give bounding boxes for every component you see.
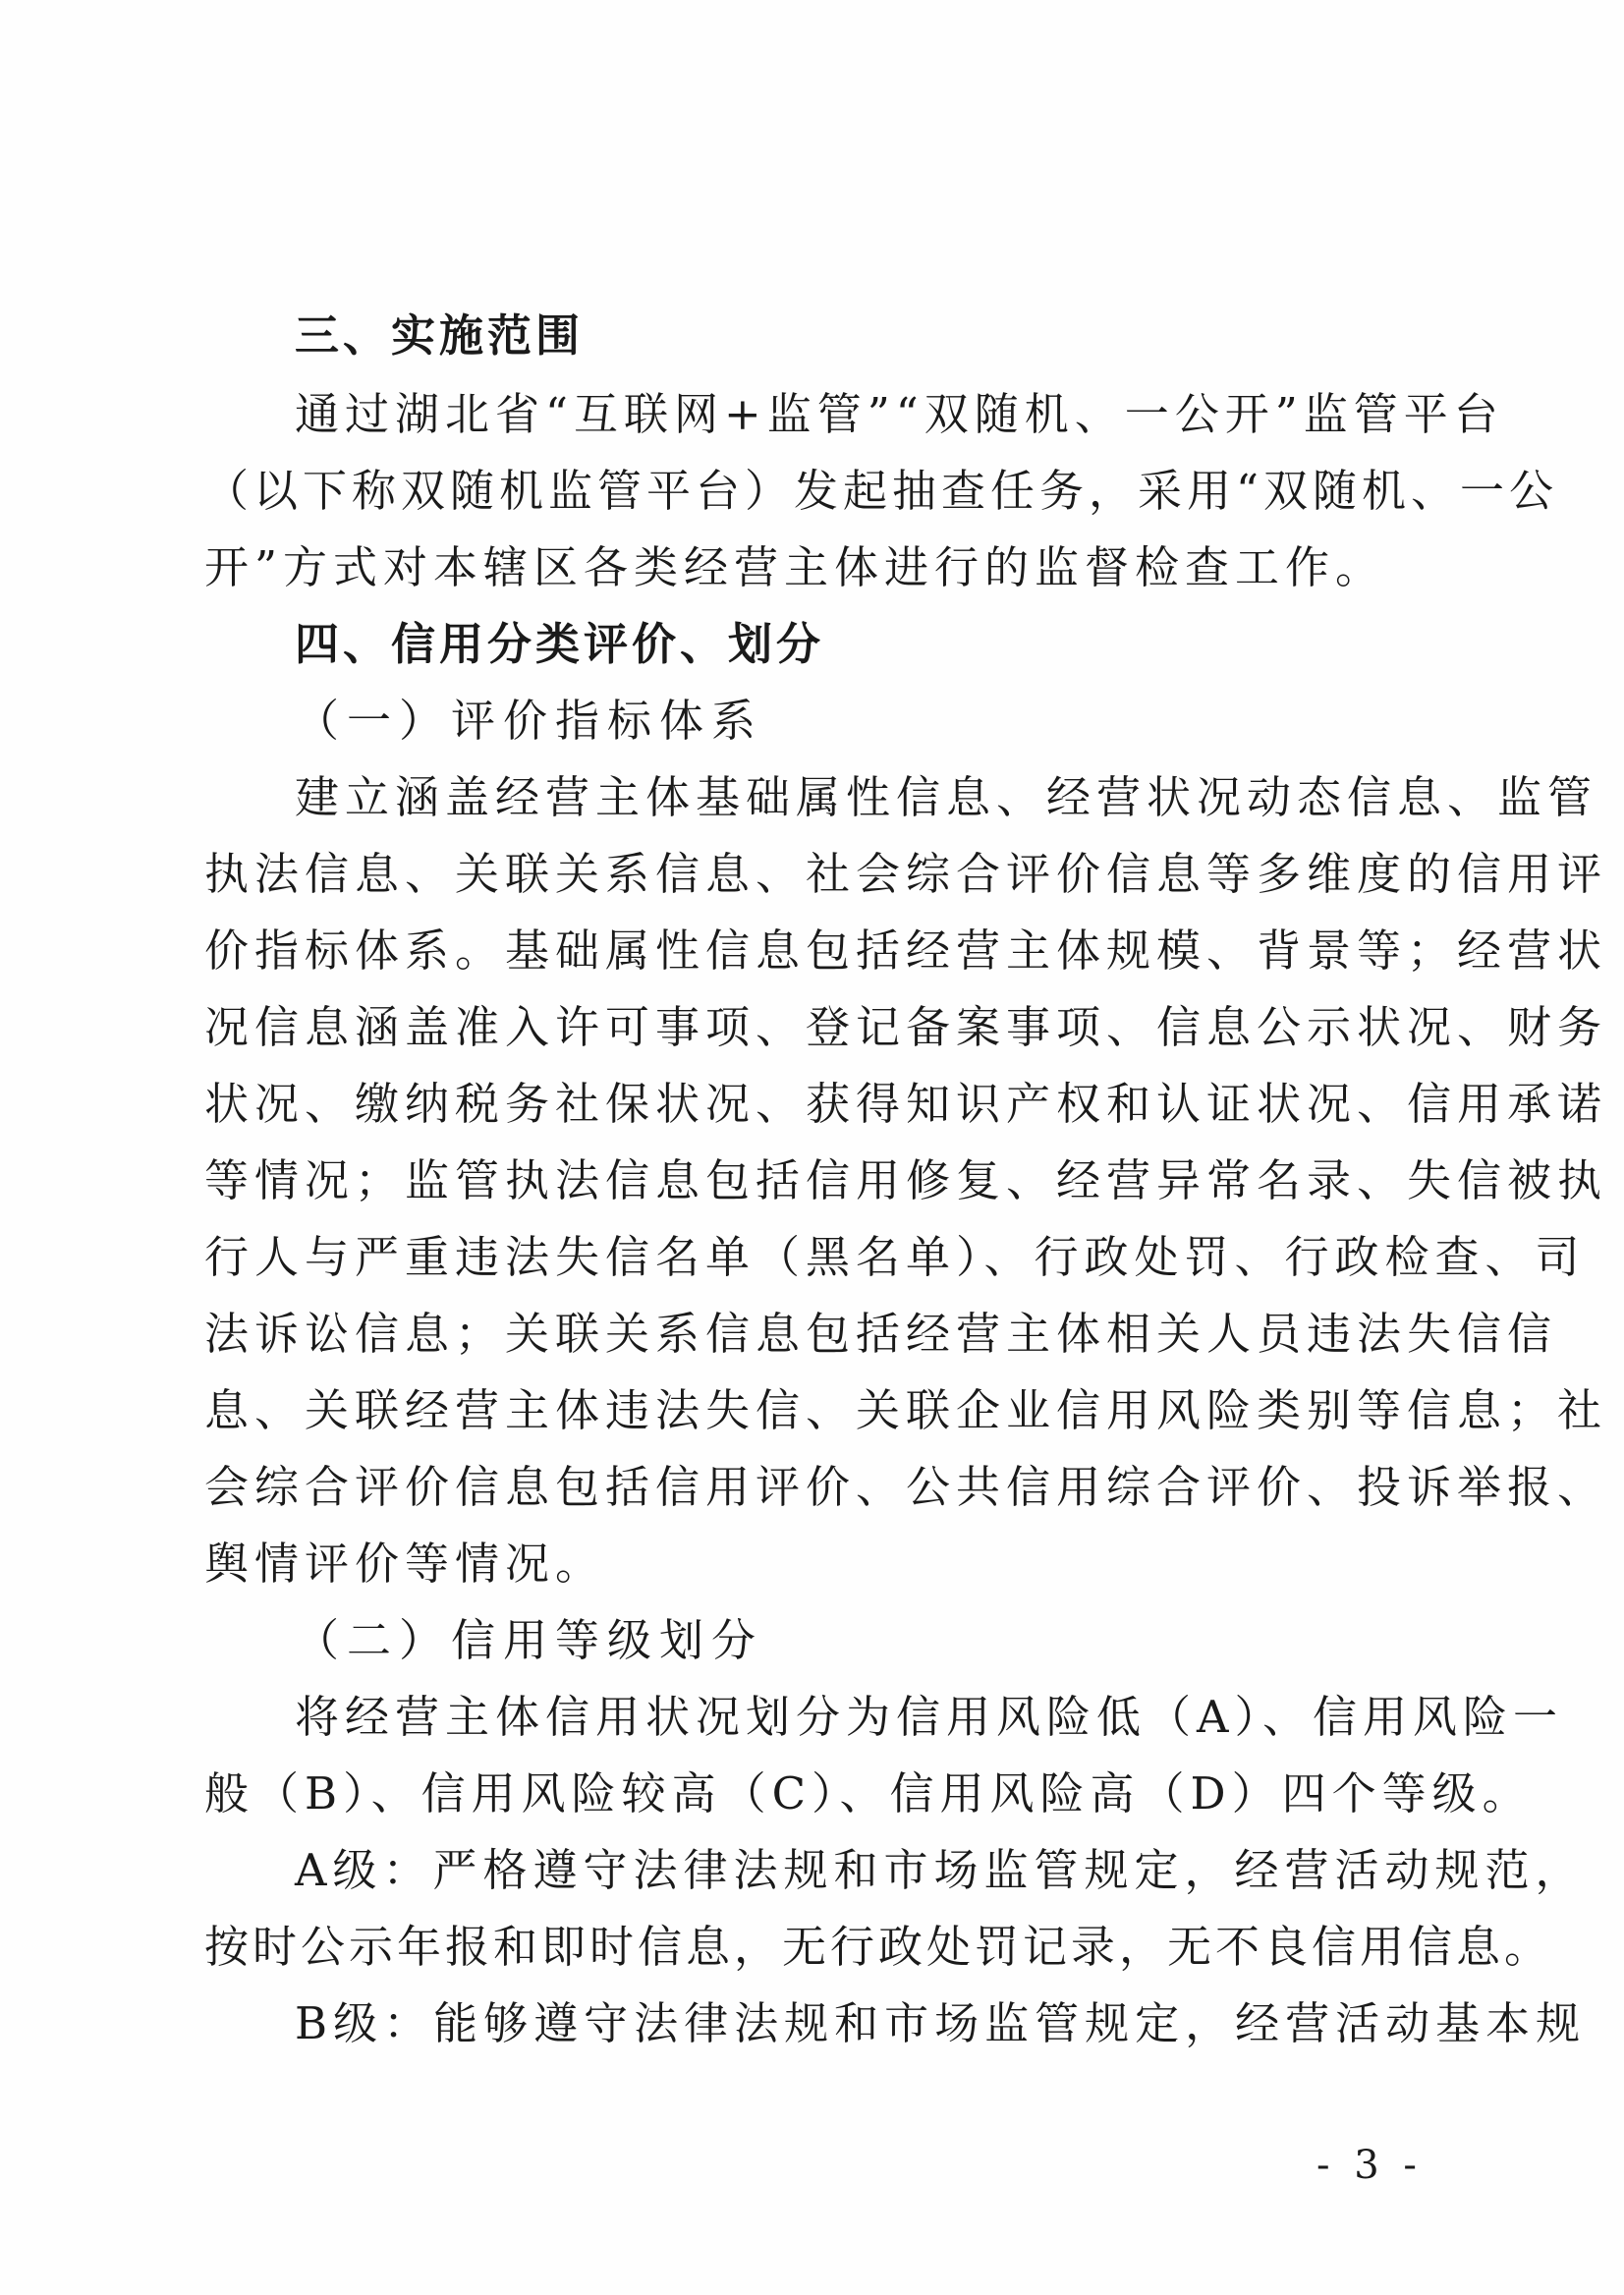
paragraph-line: （以下称双随机监管平台）发起抽查任务，采用“双随机、一公 — [204, 465, 1559, 517]
paragraph-line: 建立涵盖经营主体基础属性信息、经营状况动态信息、监管 — [295, 771, 1598, 823]
paragraph-line: 会综合评价信息包括信用评价、公共信用综合评价、投诉举报、 — [204, 1461, 1608, 1513]
section-heading-scope: 三、实施范围 — [295, 309, 585, 362]
paragraph-line-grade-b: B级：能够遵守法律法规和市场监管规定，经营活动基本规 — [295, 1997, 1587, 2049]
paragraph-line: 开”方式对本辖区各类经营主体进行的监督检查工作。 — [204, 541, 1386, 593]
subheading-index-system: （一）评价指标体系 — [295, 695, 764, 747]
subheading-credit-grades: （二）信用等级划分 — [295, 1614, 764, 1666]
paragraph-line: 按时公示年报和即时信息，无行政处罚记录，无不良信用信息。 — [204, 1921, 1553, 1973]
paragraph-line: 息、关联经营主体违法失信、关联企业信用风险类别等信息；社 — [204, 1384, 1608, 1436]
paragraph-line-grade-a: A级：严格遵守法律法规和市场监管规定，经营活动规范， — [295, 1844, 1586, 1896]
paragraph-line: 价指标体系。基础属性信息包括经营主体规模、背景等；经营状 — [204, 924, 1608, 977]
paragraph-line: 执法信息、关联关系信息、社会综合评价信息等多维度的信用评 — [204, 848, 1608, 900]
paragraph-line: 法诉讼信息；关联关系信息包括经营主体相关人员违法失信信 — [204, 1308, 1558, 1360]
paragraph-line: 通过湖北省“互联网+监管”“双随机、一公开”监管平台 — [295, 388, 1504, 440]
page-number: - 3 - — [1316, 2143, 1423, 2188]
section-heading-credit-evaluation: 四、信用分类评价、划分 — [295, 618, 825, 670]
paragraph-line: 等情况；监管执法信息包括信用修复、经营异常名录、失信被执 — [204, 1154, 1608, 1206]
paragraph-line: 状况、缴纳税务社保状况、获得知识产权和认证状况、信用承诺 — [204, 1078, 1608, 1130]
paragraph-line: 况信息涵盖准入许可事项、登记备案事项、信息公示状况、财务 — [204, 1001, 1608, 1053]
paragraph-line: 将经营主体信用状况划分为信用风险低（A）、信用风险一 — [295, 1691, 1563, 1743]
paragraph-line: 行人与严重违法失信名单（黑名单）、行政处罚、行政检查、司 — [204, 1231, 1586, 1283]
paragraph-line: 舆情评价等情况。 — [204, 1538, 606, 1590]
paragraph-line: 般（B）、信用风险较高（C）、信用风险高（D）四个等级。 — [204, 1767, 1533, 1819]
